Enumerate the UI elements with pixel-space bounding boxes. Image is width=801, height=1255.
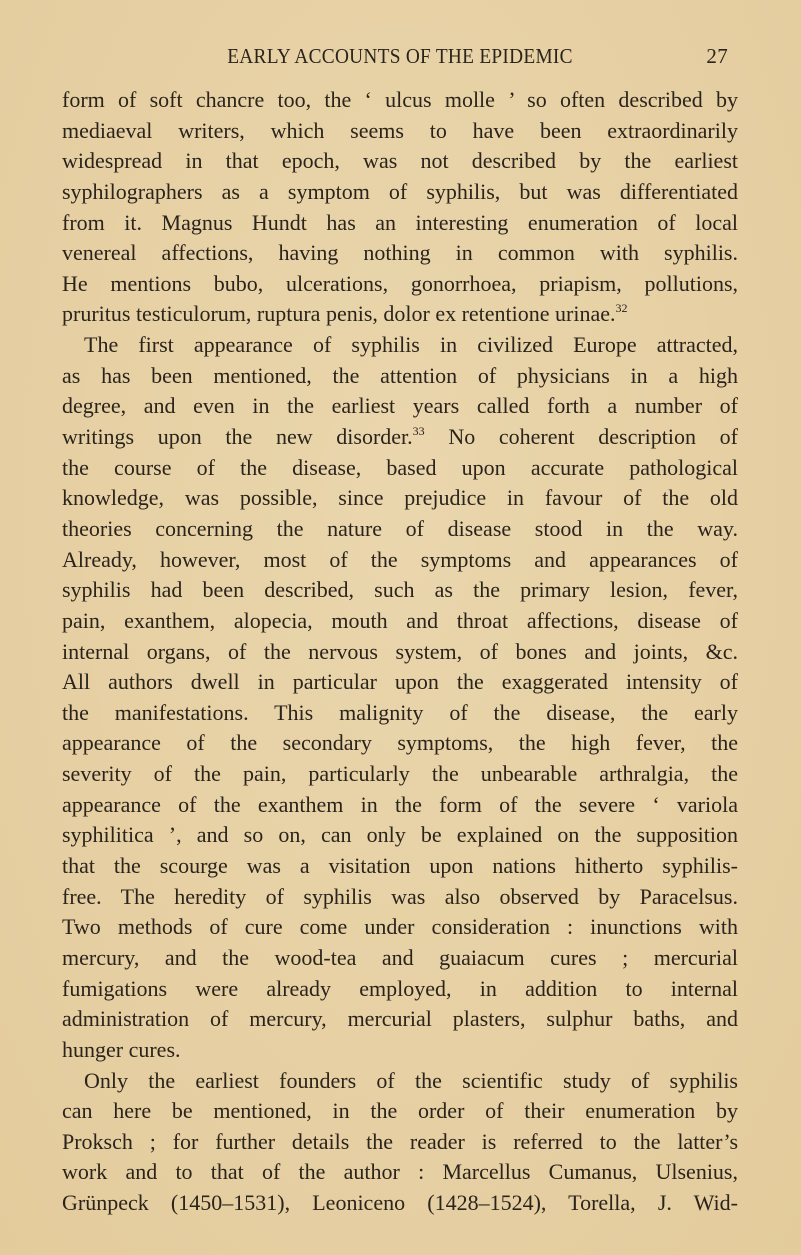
line-text: pruritus testiculorum, ruptura penis, dolor ex retentione urinae. xyxy=(62,301,616,327)
text-line: syphilographers as a symptom of syphilis, but was differentiated xyxy=(62,178,738,204)
text-line: fumigations were already employed, in addition to internal xyxy=(62,975,738,1001)
text-line: Only the earliest founders of the scientific study of syphilis xyxy=(84,1067,738,1093)
text-line: The first appearance of syphilis in civilized Europe attracted, xyxy=(84,332,738,358)
page-number: 27 xyxy=(706,44,728,68)
text-line: the course of the disease, based upon accurate pathological xyxy=(62,454,738,480)
text-line xyxy=(62,422,738,453)
text-line: from it. Magnus Hundt has an interesting enumeration of local xyxy=(62,209,738,235)
text-line: Two methods of cure come under consideration : inunctions with xyxy=(62,914,738,940)
text-line: can here be mentioned, in the order of their enumeration by xyxy=(62,1098,738,1124)
text-line: work and to that of the author : Marcellus Cumanus, Ulsenius, xyxy=(62,1159,738,1185)
text-line: the manifestations. This malignity of the disease, the early xyxy=(62,699,738,725)
text-line: venereal affections, having nothing in common with syphilis. xyxy=(62,240,738,266)
line-text: No coherent description of xyxy=(424,424,738,450)
footnote-ref: 33 xyxy=(412,424,425,439)
text-line: administration of mercury, mercurial plasters, sulphur baths, and xyxy=(62,1006,738,1032)
text-line: mercury, and the wood-tea and guaiacum cures ; mercurial xyxy=(62,944,738,970)
text-line: He mentions bubo, ulcerations, gonorrhoea, priapism, pollutions, xyxy=(62,270,738,296)
text-line: degree, and even in the earliest years called forth a number of xyxy=(62,393,738,419)
footnote-ref: 32 xyxy=(615,301,628,316)
text-line: appearance of the exanthem in the form of the severe ‘ variola xyxy=(62,791,738,817)
text-line: pain, exanthem, alopecia, mouth and throat affections, disease of xyxy=(62,607,738,633)
text-line: mediaeval writers, which seems to have been extraordinarily xyxy=(62,117,738,143)
text-line: free. The heredity of syphilis was also observed by Paracelsus. xyxy=(62,883,738,909)
text-line: as has been mentioned, the attention of physicians in a high xyxy=(62,362,738,388)
text-line: syphilitica ’, and so on, can only be explained on the supposition xyxy=(62,822,738,848)
text-line: Already, however, most of the symptoms and appearances of xyxy=(62,546,738,572)
text-line: that the scourge was a visitation upon nations hitherto syphilis- xyxy=(62,853,738,879)
text-line: knowledge, was possible, since prejudice in favour of the old xyxy=(62,485,738,511)
text-line: hunger cures. xyxy=(62,1036,181,1062)
text-line xyxy=(62,299,738,330)
text-line: widespread in that epoch, was not described by the earliest xyxy=(62,148,738,174)
line-text: writings upon the new disorder. xyxy=(62,424,413,450)
text-line: severity of the pain, particularly the unbearable arthralgia, the xyxy=(62,761,738,787)
text-line: All authors dwell in particular upon the exaggerated intensity of xyxy=(62,669,738,695)
text-line: appearance of the secondary symptoms, the high fever, the xyxy=(62,730,738,756)
text-line: Proksch ; for further details the reader is referred to the latter’s xyxy=(62,1128,738,1154)
text-line: form of soft chancre too, the ‘ ulcus molle ’ so often described by xyxy=(62,87,738,112)
text-line: internal organs, of the nervous system, of bones and joints, &c. xyxy=(62,638,738,664)
running-title: EARLY ACCOUNTS OF THE EPIDEMIC xyxy=(227,44,573,68)
body-text xyxy=(62,85,738,1219)
text-line: theories concerning the nature of disease stood in the way. xyxy=(62,515,738,541)
running-header xyxy=(62,44,738,74)
text-line: syphilis had been described, such as the primary lesion, fever, xyxy=(62,577,738,603)
text-line: Grünpeck (1450–1531), Leoniceno (1428–1524), Torella, J. Wid- xyxy=(62,1190,738,1216)
